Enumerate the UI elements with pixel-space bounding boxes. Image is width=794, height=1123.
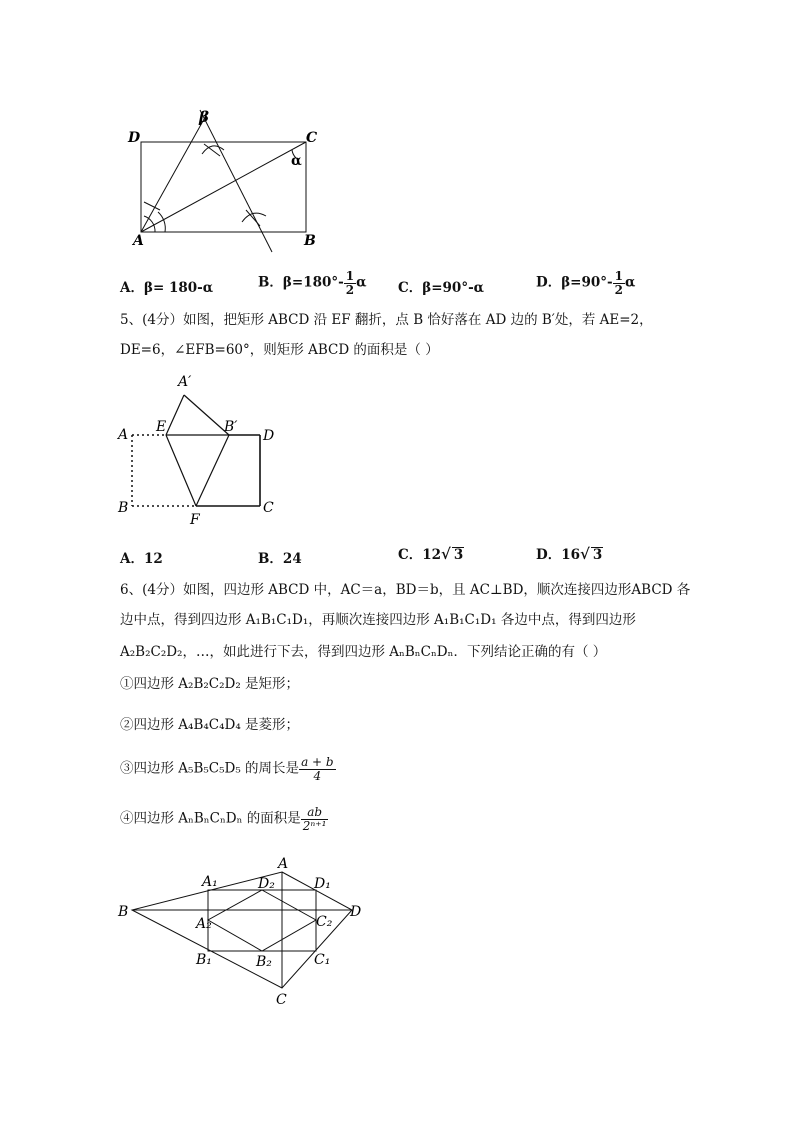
fraction-one-half: $\frac{1}{2}$ — [614, 269, 623, 297]
label-alpha: α — [291, 153, 302, 169]
label-f: F — [190, 512, 200, 528]
label-a2: A₂ — [196, 916, 212, 932]
q6-statement-1: ①四边形 A₂B₂C₂D₂ 是矩形； — [120, 676, 300, 692]
label-d: D — [128, 130, 141, 146]
label-b: B — [118, 904, 129, 920]
radical-sign: √ — [441, 545, 451, 563]
label-c: C — [306, 130, 318, 146]
q6-statement-3: ③四边形 A₅B₅C₅D₅ 的周长是 $\frac{a + b}{4}$ — [120, 755, 334, 783]
fold-line-ef — [166, 435, 196, 506]
label-a: A — [278, 856, 289, 872]
q6-statement-4: ④四边形 AₙBₙCₙDₙ 的面积是 $\frac{ab}{\text{2ⁿ⁺¹}}$ — [120, 805, 327, 833]
edge-ea-prime — [166, 395, 184, 435]
label-c1: C₁ — [314, 952, 331, 968]
q5-stem-line-1: 5、(4分）如图，把矩形 ABCD 沿 EF 翻折，点 B 恰好落在 AD 边的 B′处，若 AE=2， — [120, 312, 653, 328]
q5-option-a[interactable]: A．12 — [120, 551, 163, 567]
label-a-prime: A′ — [178, 374, 192, 390]
q5-option-b[interactable]: B．24 — [258, 551, 302, 567]
fraction-area: $\frac{ab}{\text{2ⁿ⁺¹}}$ — [302, 805, 327, 833]
figure-2-folded-rectangle — [112, 368, 282, 528]
label-c: C — [263, 500, 274, 516]
rhombus-a2b2c2d2 — [208, 890, 316, 951]
label-a: A — [118, 427, 129, 443]
q4-option-d[interactable]: D．β=90°- $\frac{1}{2}$ α — [536, 269, 636, 297]
figure-1-rectangle-construction — [120, 104, 340, 264]
label-b: B — [118, 500, 129, 516]
label-a1: A₁ — [202, 874, 218, 890]
q6-statement-2: ②四边形 A₄B₄C₄D₄ 是菱形； — [120, 717, 300, 733]
q4-option-b[interactable]: B．β=180°- $\frac{1}{2}$ α — [258, 269, 367, 297]
label-c2: C₂ — [316, 914, 333, 930]
q6-stem-line-2: 边中点，得到四边形 A₁B₁C₁D₁，再顺次连接四边形 A₁B₁C₁D₁ 各边中点，得到四边形 — [120, 612, 636, 628]
label-d1: D₁ — [314, 876, 331, 892]
radical-sign: √ — [580, 545, 590, 563]
label-b: B — [304, 233, 316, 249]
label-d: D — [350, 904, 362, 920]
rectangle-a1b1c1d1 — [208, 890, 316, 951]
label-b2: B₂ — [256, 954, 272, 970]
q6-stem-line-3: A₂B₂C₂D₂，…，如此进行下去，得到四边形 AₙBₙCₙDₙ．下列结论正确的有（ ） — [120, 644, 607, 660]
label-b-prime: B′ — [224, 419, 238, 435]
label-a: A — [133, 233, 144, 249]
label-e: E — [156, 419, 167, 435]
edge-b-prime-f — [196, 435, 229, 506]
label-c: C — [276, 992, 287, 1008]
q5-option-c[interactable]: C．12√ 3 — [398, 545, 464, 563]
q4-option-a[interactable]: A．β= 180-α — [120, 280, 214, 296]
label-b1: B₁ — [196, 952, 212, 968]
edge-a-prime-b-prime — [184, 395, 229, 435]
figure-3-nested-quadrilaterals — [112, 852, 372, 1010]
q5-option-d[interactable]: D．16√ 3 — [536, 545, 603, 563]
q4-option-c[interactable]: C．β=90°-α — [398, 280, 485, 296]
fraction-one-half: $\frac{1}{2}$ — [345, 269, 355, 297]
label-d: D — [263, 428, 275, 444]
label-d2: D₂ — [258, 876, 275, 892]
perpendicular-bisector — [200, 110, 272, 252]
fraction-perimeter: $\frac{a + b}{4}$ — [301, 755, 334, 783]
q6-stem-line-1: 6、(4分）如图，四边形 ABCD 中，AC＝a，BD＝b，且 AC⊥BD，顺次连接四边形ABCD 各 — [120, 582, 691, 598]
q5-stem-line-2: DE=6，∠EFB=60°，则矩形 ABCD 的面积是（ ） — [120, 342, 439, 358]
label-beta: β — [199, 108, 209, 126]
arc-mark-5 — [246, 210, 260, 226]
